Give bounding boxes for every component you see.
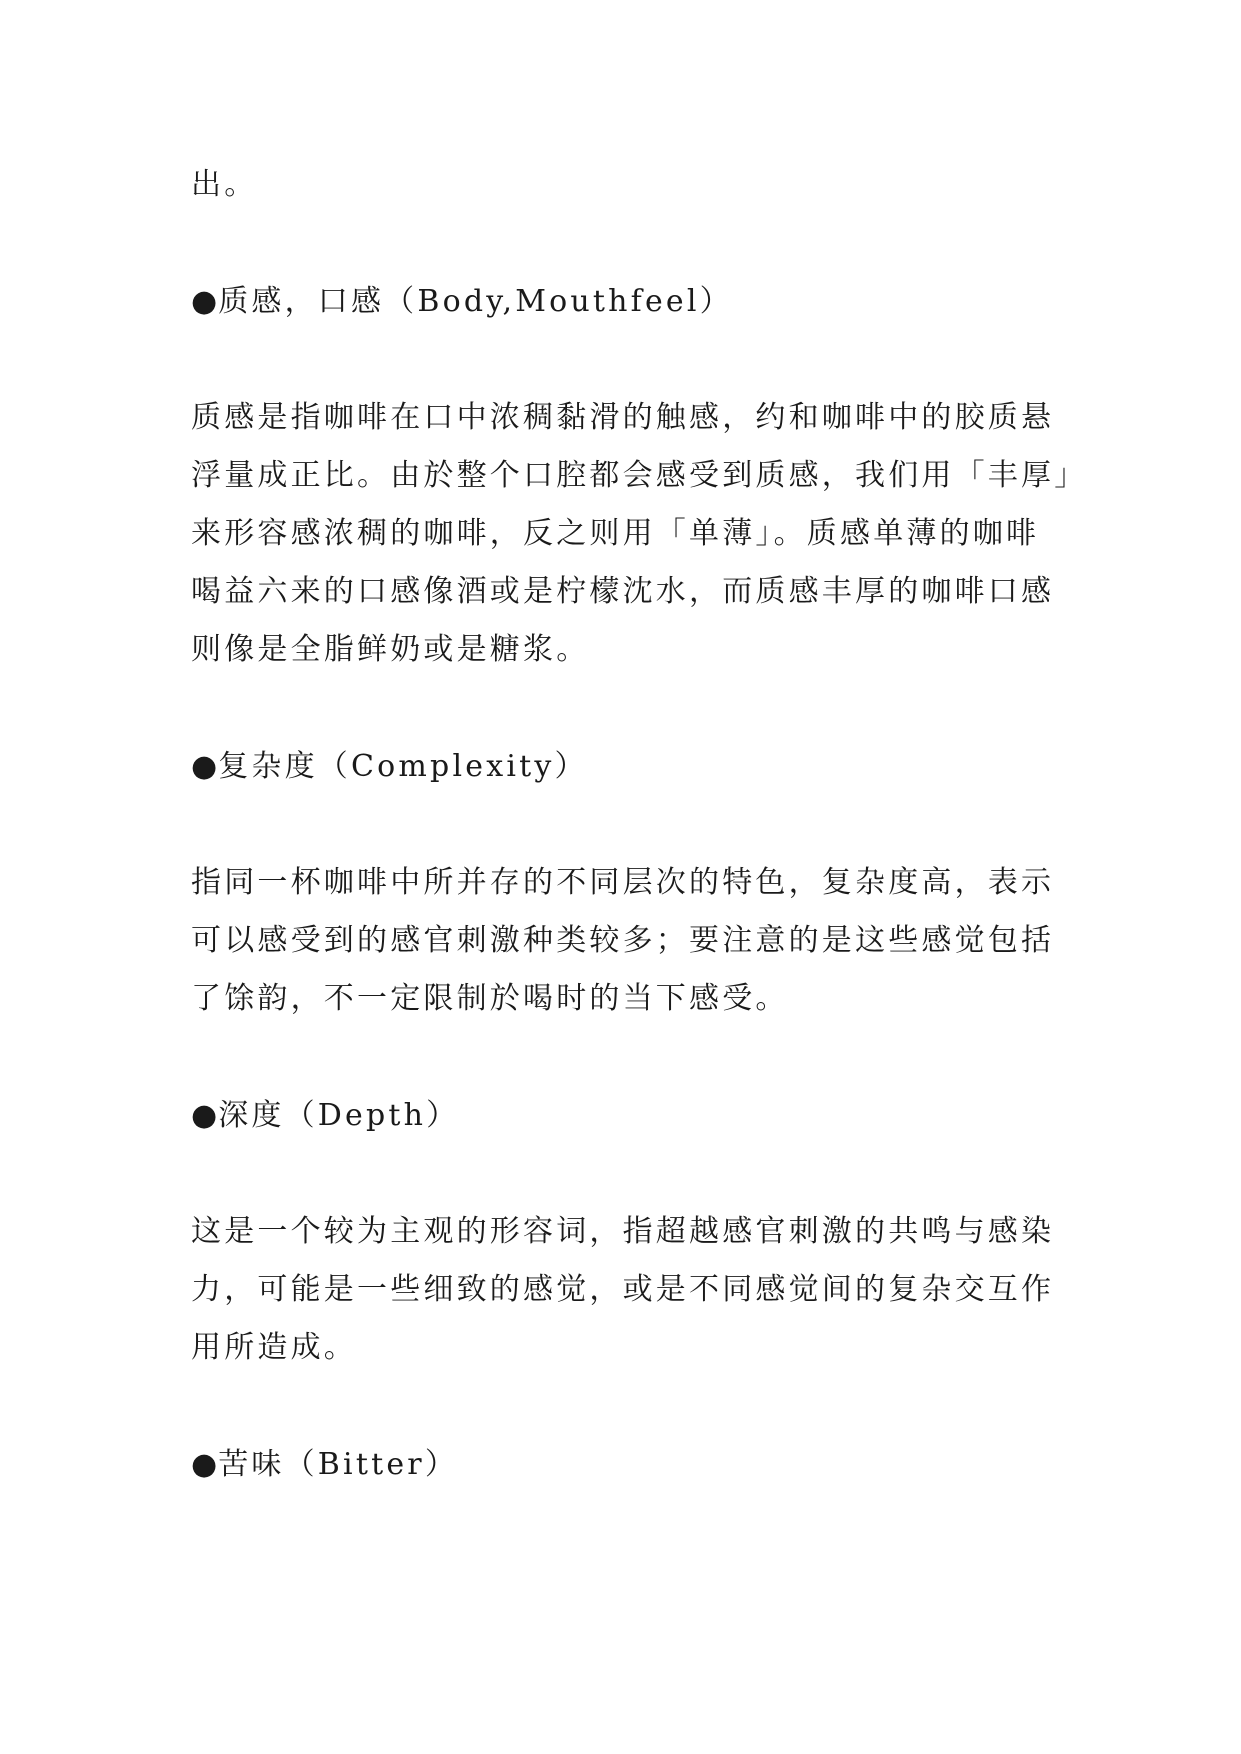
heading-text: 复杂度（Complexity） <box>218 749 588 784</box>
paragraph-line: 质感是指咖啡在口中浓稠黏滑的触感，约和咖啡中的胶质悬 <box>191 400 1055 435</box>
section-heading-bitter <box>191 1447 458 1483</box>
paragraph-line: 用所造成。 <box>191 1330 357 1365</box>
paragraph-line: 则像是全脂鲜奶或是糖浆。 <box>191 632 590 667</box>
heading-text: 苦味（Bitter） <box>218 1447 459 1482</box>
paragraph-line: 来形容感浓稠的咖啡，反之则用「单薄」。质感单薄的咖啡 <box>191 516 1040 551</box>
heading-text: 深度（Depth） <box>218 1098 460 1133</box>
section-heading-complexity <box>191 749 588 785</box>
paragraph-line: 这是一个较为主观的形容词，指超越感官刺激的共鸣与感染 <box>191 1214 1055 1249</box>
paragraph-line: 可以感受到的感官刺激种类较多；要注意的是这些感觉包括 <box>191 923 1055 958</box>
paragraph-line: 喝益六来的口感像酒或是柠檬沈水，而质感丰厚的咖啡口感 <box>191 574 1055 609</box>
paragraph-line: 指同一杯咖啡中所并存的不同层次的特色，复杂度高，表示 <box>191 865 1055 900</box>
bullet-icon: ● <box>191 284 218 319</box>
paragraph-line: 力，可能是一些细致的感觉，或是不同感觉间的复杂交互作 <box>191 1272 1055 1307</box>
section-heading-depth <box>191 1098 459 1134</box>
paragraph-line: 了馀韵，不一定限制於喝时的当下感受。 <box>191 981 789 1016</box>
paragraph-line: 出。 <box>191 167 258 202</box>
bullet-icon: ● <box>191 1447 218 1482</box>
bullet-icon: ● <box>191 749 218 784</box>
paragraph-line: 浮量成正比。由於整个口腔都会感受到质感，我们用「丰厚」 <box>191 458 1088 493</box>
bullet-icon: ● <box>191 1098 218 1133</box>
section-heading-body <box>191 284 733 320</box>
heading-text: 质感，口感（Body,Mouthfeel） <box>218 284 733 319</box>
